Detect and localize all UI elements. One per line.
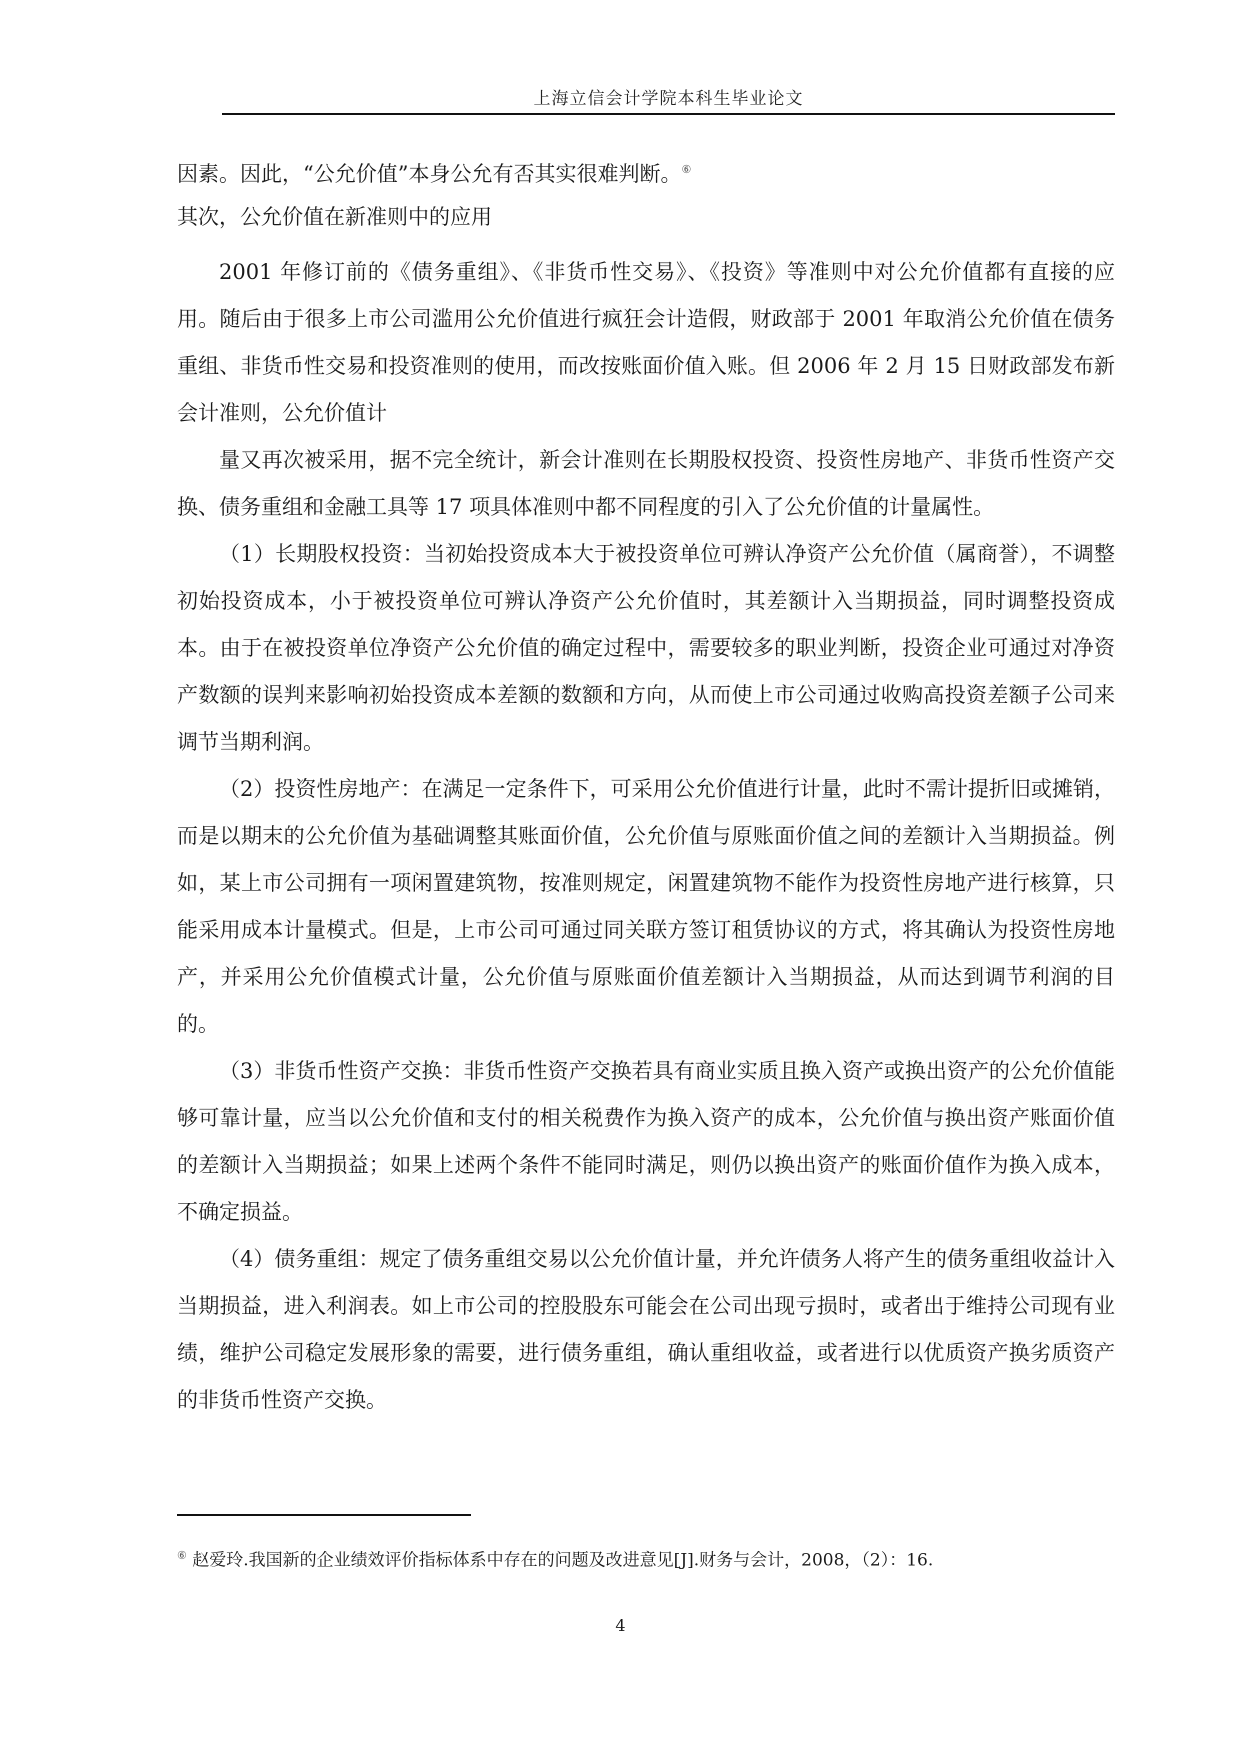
continuation-line — [177, 146, 1115, 198]
paragraph-6: （4）债务重组：规定了债务重组交易以公允价值计量，并允许债务人将产生的债务重组收益计入当期损益，进入利润表。如上市公司的控股股东可能会在公司出现亏损时，或者出于维持公司现有业绩，维护公司稳定发展形象的需要，进行债务重组，确认重组收益，或者进行以优质资产换劣质资产的非货币性资产交换。 — [177, 1247, 1115, 1412]
footnote-rule — [177, 1514, 471, 1516]
paragraph-block — [177, 249, 1115, 1424]
continuation-text: 因素。因此，“公允价值”本身公允有否其实很难判断。 — [177, 162, 682, 186]
footnote-marker: ⑥ — [177, 1549, 187, 1562]
footnote-ref: ⑥ — [681, 163, 692, 176]
footnote — [177, 1543, 1115, 1574]
running-header: 上海立信会计学院本科生毕业论文 — [533, 89, 804, 109]
header-rule — [222, 113, 1115, 115]
main-text — [177, 146, 1115, 198]
paragraph-1: 2001 年修订前的《债务重组》、《非货币性交易》、《投资》等准则中对公允价值都有直接的应用。随后由于很多上市公司滥用公允价值进行疯狂会计造假，财政部于 2001 年取消公允价值在债务重组、非货币性交易和投资准则的使用，而改按账面价值入账。但 2006 年 2 月 15 日财政部发布新会计准则，公允价值计 — [177, 260, 1115, 425]
paragraph-2: 量又再次被采用，据不完全统计，新会计准则在长期股权投资、投资性房地产、非货币性资产交换、债务重组和金融工具等 17 项具体准则中都不同程度的引入了公允价值的计量属性。 — [177, 448, 1115, 519]
footnote-text: 赵爱玲.我国新的企业绩效评价指标体系中存在的问题及改进意见[J].财务与会计，2008，（2）：16. — [192, 1550, 934, 1571]
paragraph-5: （3）非货币性资产交换：非货币性资产交换若具有商业实质且换入资产或换出资产的公允价值能够可靠计量，应当以公允价值和支付的相关税费作为换入资产的成本，公允价值与换出资产账面价值的差额计入当期损益；如果上述两个条件不能同时满足，则仍以换出资产的账面价值作为换入成本，不确定损益。 — [177, 1059, 1115, 1224]
page-number: 4 — [615, 1616, 626, 1635]
subheading: 其次，公允价值在新准则中的应用 — [177, 205, 492, 229]
paragraph-3: （1）长期股权投资：当初始投资成本大于被投资单位可辨认净资产公允价值（属商誉），不调整初始投资成本，小于被投资单位可辨认净资产公允价值时，其差额计入当期损益，同时调整投资成本。由于在被投资单位净资产公允价值的确定过程中，需要较多的职业判断，投资企业可通过对净资产数额的误判来影响初始投资成本差额的数额和方向，从而使上市公司通过收购高投资差额子公司来调节当期利润。 — [177, 542, 1115, 754]
paragraph-4: （2）投资性房地产：在满足一定条件下，可采用公允价值进行计量，此时不需计提折旧或摊销，而是以期末的公允价值为基础调整其账面价值，公允价值与原账面价值之间的差额计入当期损益。例如，某上市公司拥有一项闲置建筑物，按准则规定，闲置建筑物不能作为投资性房地产进行核算，只能采用成本计量模式。但是，上市公司可通过同关联方签订租赁协议的方式，将其确认为投资性房地产，并采用公允价值模式计量，公允价值与原账面价值差额计入当期损益，从而达到调节利润的目的。 — [177, 777, 1115, 1036]
subheading-block — [177, 194, 1115, 241]
